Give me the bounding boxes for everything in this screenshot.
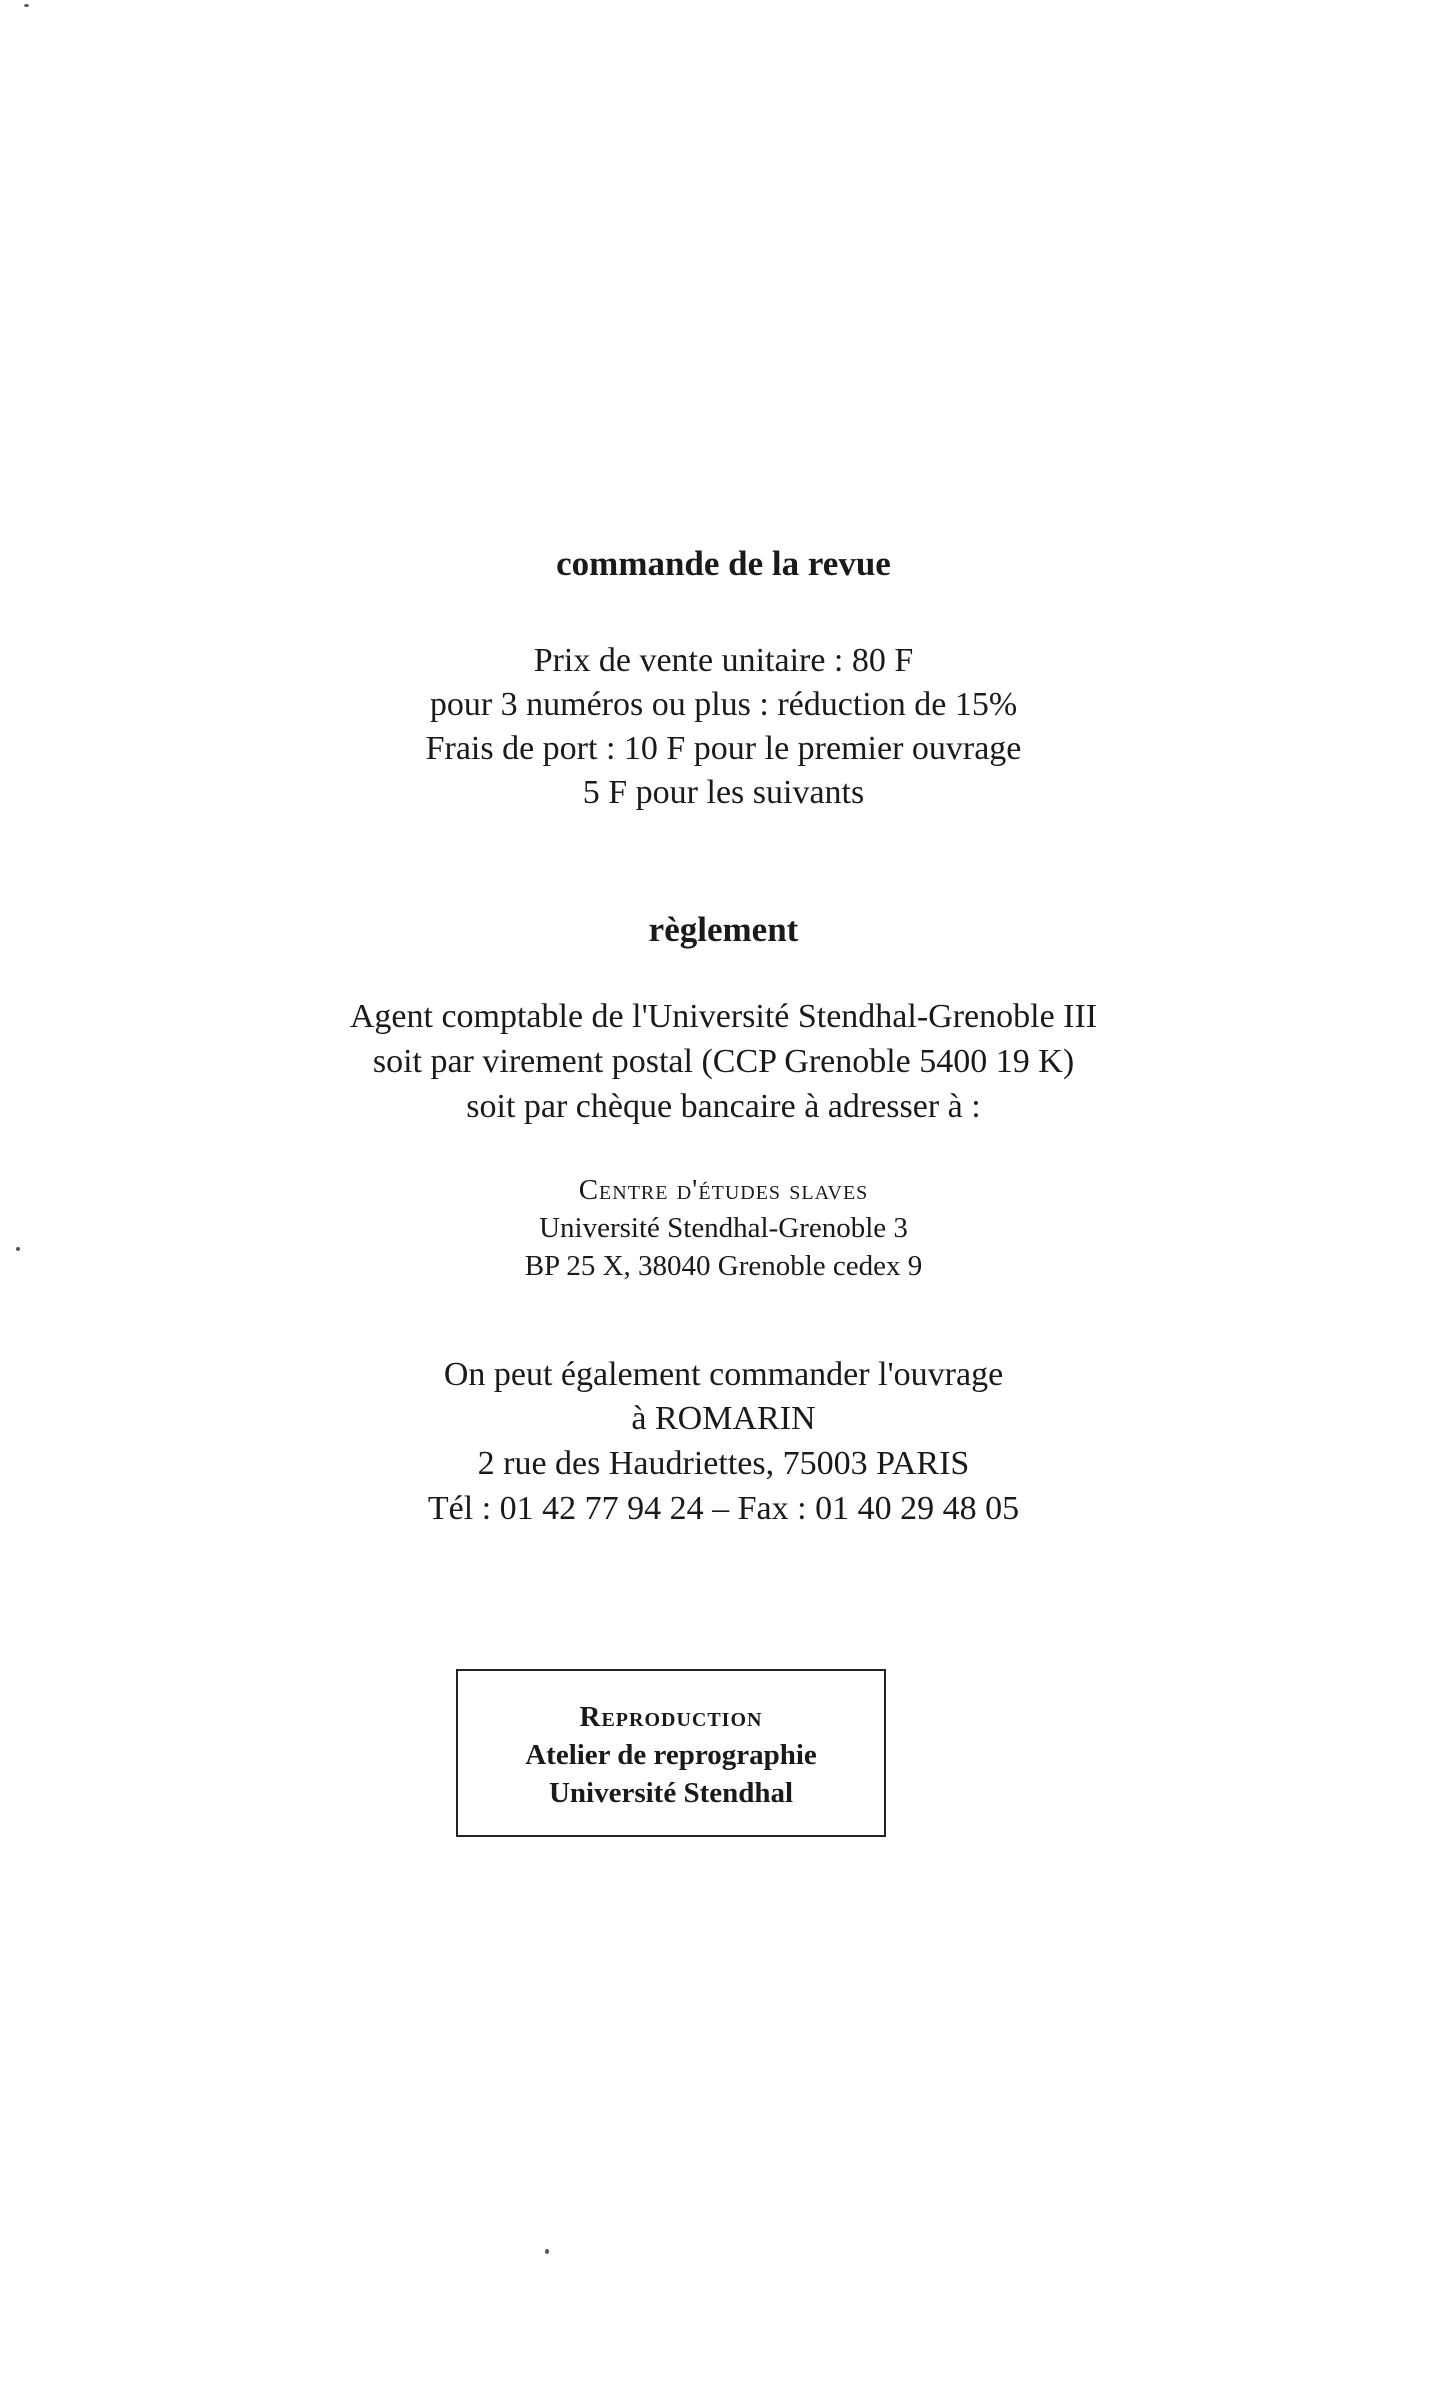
payment-line-cheque: soit par chèque bancaire à adresser à :	[466, 1088, 981, 1125]
order-line-shipping-next: 5 F pour les suivants	[582, 774, 865, 811]
order-line-shipping: Frais de port : 10 F pour le premier ouvrage	[425, 730, 1022, 767]
reproduction-box	[456, 1669, 886, 1837]
address-name: Centre d'études slaves	[578, 1174, 869, 1206]
order-line-discount: pour 3 numéros ou plus : réduction de 15%	[429, 686, 1018, 723]
alternative-line-street: 2 rue des Haudriettes, 75003 PARIS	[477, 1445, 970, 1482]
alternative-line-phone-fax: Tél : 01 42 77 94 24 – Fax : 01 40 29 48 05	[427, 1490, 1020, 1527]
scan-speck	[24, 4, 29, 7]
alternative-line-intro: On peut également commander l'ouvrage	[443, 1356, 1004, 1393]
scan-speck	[16, 1247, 20, 1251]
reproduction-title: Reproduction	[579, 1701, 763, 1733]
payment-line-transfer: soit par virement postal (CCP Grenoble 5400 19 K)	[372, 1043, 1075, 1080]
address-line-postal: BP 25 X, 38040 Grenoble cedex 9	[524, 1250, 923, 1282]
payment-line-agent: Agent comptable de l'Université Stendhal-Grenoble III	[349, 998, 1098, 1035]
alternative-line-romarin: à ROMARIN	[631, 1400, 816, 1437]
reproduction-line-university: Université Stendhal	[548, 1777, 794, 1809]
order-heading: commande de la revue	[556, 544, 891, 583]
payment-heading: règlement	[648, 910, 799, 949]
order-line-price: Prix de vente unitaire : 80 F	[533, 642, 914, 679]
address-line-university: Université Stendhal-Grenoble 3	[539, 1212, 908, 1244]
scan-speck	[545, 2249, 549, 2254]
reproduction-line-workshop: Atelier de reprographie	[525, 1739, 817, 1771]
